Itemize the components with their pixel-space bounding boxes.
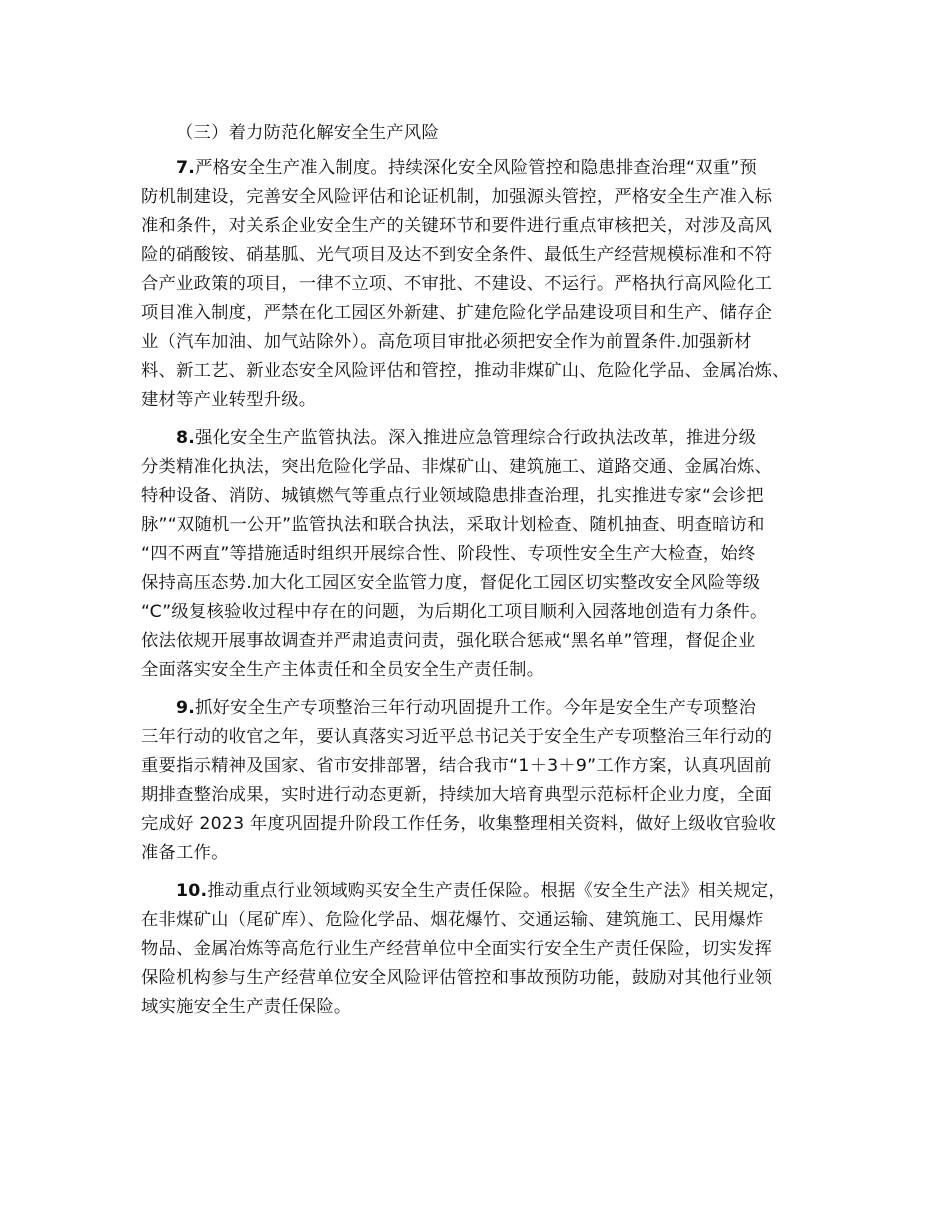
- paragraph-text: 严格安全生产准入制度。持续深化安全风险管控和隐患排查治理“双重”预: [195, 158, 757, 178]
- paragraph-text: 抓好安全生产专项整治三年行动巩固提升工作。今年是安全生产专项整治: [195, 698, 757, 718]
- paragraph-text: 强化安全生产监管执法。深入推进应急管理综合行政执法改革，推进分级: [195, 428, 757, 448]
- paragraph-line: [141, 694, 831, 723]
- paragraph-line: [141, 154, 831, 183]
- paragraph-line: 依法依规开展事故调查并严肃追责问责，强化联合惩戒“黑名单”管理，督促企业: [141, 631, 756, 651]
- document-body: [141, 119, 831, 1031]
- paragraph-line: 特种设备、消防、城镇燃气等重点行业领域隐患排查治理，扎实推进专家“会诊把: [141, 486, 764, 506]
- paragraph-line: 分类精准化执法，突出危险化学品、非煤矿山、建筑施工、道路交通、金属冶炼、: [141, 457, 773, 477]
- paragraph-line: “四不两直”等措施适时组织开展综合性、阶段性、专项性安全生产大检查，始终: [141, 544, 756, 564]
- paragraph-line: 物品、金属冶炼等高危行业生产经营单位中全面实行安全生产责任保险，切实发挥: [141, 939, 773, 959]
- paragraph-8: [141, 424, 831, 685]
- paragraph-number: 10.: [176, 881, 208, 901]
- paragraph-line: 保险机构参与生产经营单位安全风险评估管控和事故预防功能，鼓励对其他行业领: [141, 968, 773, 988]
- paragraph-line: [141, 877, 831, 906]
- paragraph-line: 准备工作。: [141, 843, 229, 863]
- section-heading: （三）着力防范化解安全生产风险: [176, 123, 439, 143]
- paragraph-line: 准和条件，对关系企业安全生产的关键环节和要件进行重点审核把关，对涉及高风: [141, 216, 773, 236]
- paragraph-line: 合产业政策的项目，一律不立项、不审批、不建设、不运行。严格执行高风险化工: [141, 274, 773, 294]
- paragraph-line: 期排查整治成果，实时进行动态更新，持续加大培育典型示范标杆企业力度，全面: [141, 785, 773, 805]
- paragraph-number: 7.: [176, 158, 196, 178]
- paragraph-line: 项目准入制度，严禁在化工园区外新建、扩建危险化学品建设项目和生产、储存企: [141, 303, 773, 323]
- paragraph-list: [141, 154, 831, 1022]
- paragraph-line: 防机制建设，完善安全风险评估和论证机制，加强源头管控，严格安全生产准入标: [141, 187, 773, 207]
- paragraph-line: 建材等产业转型升级。: [141, 390, 317, 410]
- paragraph-line: 料、新工艺、新业态安全风险评估和管控，推动非煤矿山、危险化学品、金属冶炼、: [141, 361, 790, 381]
- paragraph-line: 保持高压态势.加大化工园区安全监管力度，督促化工园区切实整改安全风险等级: [141, 573, 761, 593]
- paragraph-line: 脉”“双随机一公开”监管执法和联合执法，采取计划检查、随机抽查、明查暗访和: [141, 515, 765, 535]
- paragraph-line: [141, 424, 831, 453]
- paragraph-number: 9.: [176, 698, 196, 718]
- paragraph-line: 完成好 2023 年度巩固提升阶段工作任务，收集整理相关资料，做好上级收官验收: [141, 814, 776, 834]
- paragraph-text: 推动重点行业领域购买安全生产责任保险。根据《安全生产法》相关规定，: [207, 881, 786, 901]
- paragraph-7: [141, 154, 831, 415]
- paragraph-line: 重要指示精神及国家、省市安排部署，结合我市“1＋3＋9”工作方案，认真巩固前: [141, 756, 772, 776]
- paragraph-line: 全面落实安全生产主体责任和全员安全生产责任制。: [141, 660, 545, 680]
- paragraph-10: [141, 877, 831, 1022]
- paragraph-line: “C”级复核验收过程中存在的问题，为后期化工项目顺利入园落地创造有力条件。: [141, 602, 768, 622]
- paragraph-line: 在非煤矿山（尾矿库）、危险化学品、烟花爆竹、交通运输、建筑施工、民用爆炸: [141, 910, 764, 930]
- paragraph-line: 业（汽车加油、加气站除外）。高危项目审批必须把安全作为前置条件.加强新材: [141, 332, 752, 352]
- paragraph-line: 域实施安全生产责任保险。: [141, 997, 352, 1017]
- paragraph-9: [141, 694, 831, 868]
- paragraph-line: 险的硝酸铵、硝基胍、光气项目及达不到安全条件、最低生产经营规模标准和不符: [141, 245, 773, 265]
- paragraph-number: 8.: [176, 428, 196, 448]
- paragraph-line: 三年行动的收官之年，要认真落实习近平总书记关于安全生产专项整治三年行动的: [141, 727, 773, 747]
